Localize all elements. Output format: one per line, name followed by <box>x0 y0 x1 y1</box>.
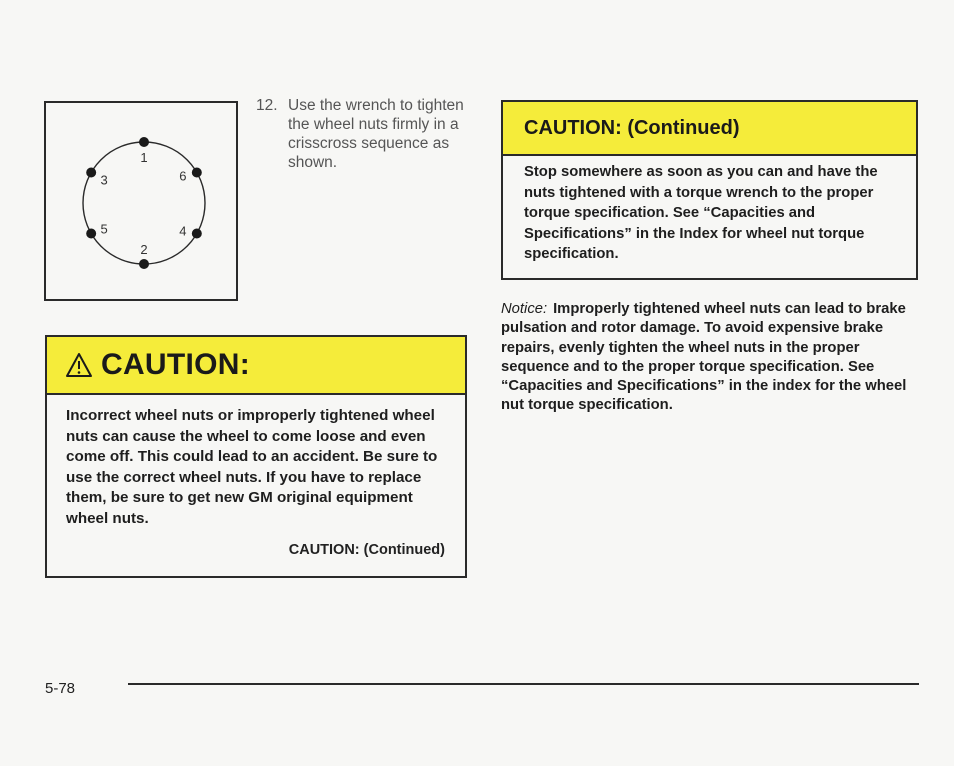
caution-continued-title: CAUTION: (Continued) <box>524 116 740 139</box>
page-number: 5-78 <box>45 680 76 697</box>
wheel-nut-label-2: 2 <box>140 242 148 257</box>
notice-body: Improperly tightened wheel nuts can lead to brake pulsation and rotor damage. To avoid expensive brake repairs, evenly tighten the wheel nuts in the proper sequence and to the proper torque specification. See “Capacities and Specifications” in the index for the wheel nut torque specification. <box>501 301 907 414</box>
wheel-nut-2 <box>139 259 149 269</box>
notice-paragraph <box>501 300 911 416</box>
caution-continued-label: CAUTION: (Continued) <box>288 542 445 558</box>
wheel-nut-diagram <box>44 101 238 301</box>
warning-triangle-icon <box>65 352 93 378</box>
wheel-nut-label-6: 6 <box>179 168 187 184</box>
caution-continued-box <box>501 100 918 280</box>
wheel-nut-label-5: 5 <box>100 221 108 237</box>
notice-label: Notice: <box>501 301 548 317</box>
wheel-nut-5 <box>86 229 96 239</box>
step-number: 12. <box>256 97 278 114</box>
wheel-nut-label-1: 1 <box>140 150 148 165</box>
wheel-nut-pattern-icon <box>46 103 236 299</box>
caution-body: Incorrect wheel nuts or improperly tightened wheel nuts can cause the wheel to come loose and even come off. This could lead to an accident. Be sure to use the correct wheel nuts. If you have to replace them, be sure to get new GM original equipment wheel nuts. <box>66 407 438 527</box>
caution-title: CAUTION: <box>101 348 251 381</box>
wheel-nut-label-4: 4 <box>179 223 187 239</box>
step-text: Use the wrench to tighten the wheel nuts firmly in a crisscross sequence as shown. <box>288 97 464 171</box>
caution-box <box>45 335 467 578</box>
caution-continued-header <box>503 102 916 156</box>
wheel-nut-label-3: 3 <box>100 172 108 188</box>
caution-continued-body: Stop somewhere as soon as you can and have the nuts tightened with a torque wrench to the proper torque specification. See “Capacities and Specifications” in the Index for wheel nut torque specification. <box>524 164 878 263</box>
wheel-nut-1 <box>139 137 149 147</box>
wheel-nut-4 <box>192 229 202 239</box>
footer-divider <box>128 683 919 685</box>
caution-header <box>47 337 465 395</box>
wheel-nut-6 <box>192 168 202 178</box>
wheel-nut-3 <box>86 168 96 178</box>
